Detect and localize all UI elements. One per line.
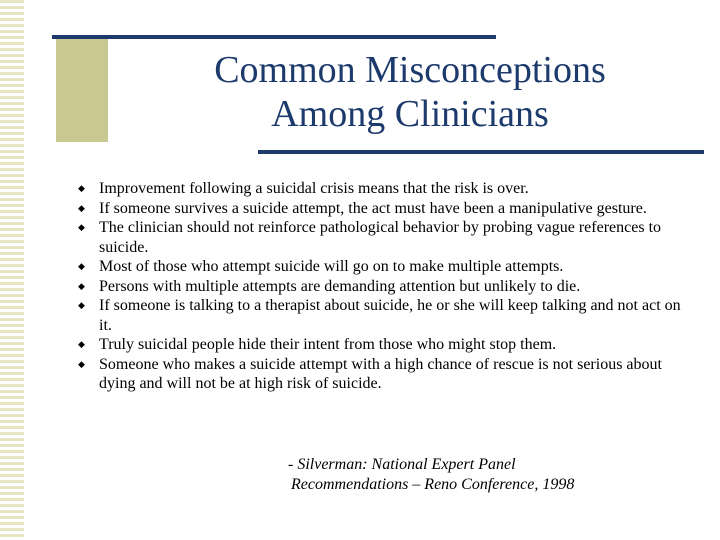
bullet-text: If someone survives a suicide attempt, the act must have been a manipulative gesture. bbox=[99, 199, 647, 217]
bullet-item bbox=[78, 335, 686, 355]
citation bbox=[288, 455, 708, 495]
bullet-item bbox=[78, 296, 686, 335]
citation-line-2: Recommendations – Reno Conference, 1998 bbox=[291, 476, 575, 493]
diamond-bullet-icon: ◆ bbox=[78, 358, 85, 369]
bullet-text: Most of those who attempt suicide will go on to make multiple attempts. bbox=[99, 258, 564, 275]
bullet-item bbox=[78, 199, 686, 219]
citation-line-1: - Silverman: National Expert Panel bbox=[288, 456, 516, 473]
diamond-bullet-icon: ◆ bbox=[78, 202, 85, 213]
top-rule bbox=[52, 35, 496, 39]
decorative-stripes bbox=[0, 0, 24, 540]
bullet-text: Improvement following a suicidal crisis means that the risk is over. bbox=[99, 180, 529, 197]
bullet-item bbox=[78, 218, 686, 257]
diamond-bullet-icon: ◆ bbox=[78, 280, 85, 291]
bullet-list bbox=[78, 179, 686, 394]
diamond-bullet-icon: ◆ bbox=[78, 222, 85, 232]
bullet-text: Persons with multiple attempts are demanding attention but unlikely to die. bbox=[99, 277, 581, 295]
diamond-bullet-icon: ◆ bbox=[78, 300, 85, 310]
bullet-text: If someone is talking to a therapist about suicide, he or she will keep talking and not act on it. bbox=[99, 297, 681, 334]
diamond-bullet-icon: ◆ bbox=[78, 261, 85, 271]
accent-block bbox=[56, 36, 108, 142]
diamond-bullet-icon: ◆ bbox=[78, 183, 85, 193]
bullet-text: The clinician should not reinforce pathological behavior by probing vague references to suicide. bbox=[99, 219, 662, 256]
bullet-item bbox=[78, 179, 686, 199]
diamond-bullet-icon: ◆ bbox=[78, 339, 85, 349]
bullet-item bbox=[78, 257, 686, 277]
title-line-2: Among Clinicians bbox=[271, 93, 549, 135]
bullet-item bbox=[78, 355, 686, 394]
bullet-text: Truly suicidal people hide their intent from those who might stop them. bbox=[99, 336, 557, 353]
bullet-text: Someone who makes a suicide attempt with a high chance of rescue is not serious about dying and will not be at high risk of suicide. bbox=[99, 355, 662, 392]
bottom-rule bbox=[258, 150, 704, 154]
title-line-1: Common Misconceptions bbox=[214, 49, 606, 91]
slide-title bbox=[110, 48, 710, 136]
bullet-item bbox=[78, 277, 686, 297]
